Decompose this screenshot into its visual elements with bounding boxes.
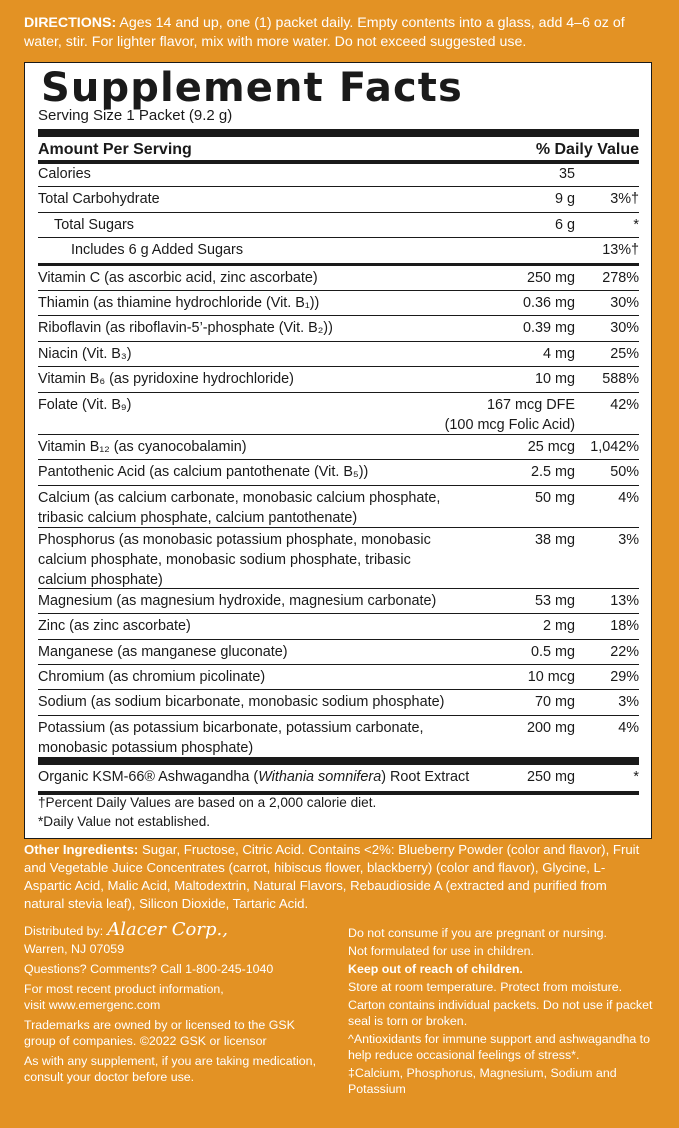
directions bbox=[24, 14, 644, 52]
nutrient-row bbox=[38, 342, 639, 367]
nutrient-daily-value: 4% bbox=[618, 490, 639, 506]
info-line-2: visit www.emergenc.com bbox=[24, 998, 161, 1012]
directions-label: DIRECTIONS: bbox=[24, 15, 117, 31]
info-line-1: For most recent product information, bbox=[24, 982, 224, 996]
nutrient-amount: 35 bbox=[558, 166, 575, 182]
other-ingredients-label: Other Ingredients: bbox=[24, 842, 139, 857]
nutrient-amount: 25 mcg bbox=[527, 439, 575, 455]
nutrient-daily-value: 25% bbox=[610, 346, 639, 362]
nutrient-row bbox=[38, 213, 639, 238]
nutrient-amount: 250 mg bbox=[527, 270, 575, 286]
nutrient-daily-value: 29% bbox=[610, 669, 639, 685]
nutrient-daily-value: * bbox=[633, 217, 639, 233]
nutrient-row bbox=[38, 665, 639, 690]
directions-text: Ages 14 and up, one (1) packet daily. Empty contents into a glass, add 4–6 oz of water, stir. For lighter flavor, mix with more water. Do not exceed suggested use. bbox=[24, 15, 625, 50]
nutrient-row bbox=[38, 316, 639, 342]
nutrient-daily-value: 1,042% bbox=[590, 439, 639, 455]
nutrient-row bbox=[38, 486, 639, 528]
warning-packets: Carton contains individual packets. Do not use if packet seal is torn or broken. bbox=[348, 998, 653, 1028]
trademark-line-2: group of companies. ©2022 GSK or licensor bbox=[24, 1034, 267, 1048]
distributor-block bbox=[24, 919, 324, 1089]
nutrient-name: Thiamin (as thiamine hydrochloride (Vit. B₁)) bbox=[38, 295, 320, 311]
nutrient-amount: 10 mcg bbox=[527, 669, 575, 685]
nutrient-amount: 200 mg bbox=[527, 720, 575, 736]
nutrient-row bbox=[38, 614, 639, 640]
nutrient-daily-value: 278% bbox=[602, 270, 639, 286]
supplement-facts-panel bbox=[24, 62, 652, 839]
nutrient-daily-value: 50% bbox=[610, 464, 639, 480]
nutrient-daily-value: 13% bbox=[610, 593, 639, 609]
nutrient-amount: 4 mg bbox=[543, 346, 575, 362]
note-minerals: ‡Calcium, Phosphorus, Magnesium, Sodium and Potassium bbox=[348, 1066, 617, 1096]
nutrient-name: Manganese (as manganese gluconate) bbox=[38, 644, 288, 660]
nutrient-row bbox=[38, 393, 639, 435]
nutrient-amount: 0.39 mg bbox=[523, 320, 575, 336]
nutrient-rows bbox=[38, 162, 639, 795]
nutrient-row bbox=[38, 367, 639, 393]
nutrient-row bbox=[38, 435, 639, 460]
warning-keep-out: Keep out of reach of children. bbox=[348, 962, 523, 976]
nutrient-amount: 2.5 mg bbox=[531, 464, 575, 480]
facts-title: Supplement Facts bbox=[41, 65, 463, 111]
nutrient-amount: 0.5 mg bbox=[531, 644, 575, 660]
nutrient-daily-value: 18% bbox=[610, 618, 639, 634]
nutrient-name: Pantothenic Acid (as calcium pantothenate (Vit. B₅)) bbox=[38, 464, 369, 480]
nutrient-amount: 0.36 mg bbox=[523, 295, 575, 311]
nutrient-name: Magnesium (as magnesium hydroxide, magnesium carbonate) bbox=[38, 593, 437, 609]
ashwagandha-name bbox=[38, 767, 508, 787]
thick-rule-bottom bbox=[38, 757, 639, 765]
warning-children: Not formulated for use in children. bbox=[348, 944, 534, 958]
distributor-city: Warren, NJ 07059 bbox=[24, 942, 125, 956]
nutrient-row bbox=[38, 187, 639, 213]
nutrient-name: Total Sugars bbox=[54, 217, 134, 233]
nutrient-daily-value: 30% bbox=[610, 295, 639, 311]
nutrient-name: Folate (Vit. B₉) bbox=[38, 397, 132, 413]
nutrient-row bbox=[38, 238, 639, 266]
nutrient-daily-value: 30% bbox=[610, 320, 639, 336]
warning-storage: Store at room temperature. Protect from moisture. bbox=[348, 980, 623, 994]
nutrient-amount: 38 mg bbox=[535, 532, 575, 548]
nutrient-amount: 10 mg bbox=[535, 371, 575, 387]
nutrient-amount: 167 mcg DFE (100 mcg Folic Acid) bbox=[444, 397, 575, 433]
nutrient-name: Phosphorus (as monobasic potassium phosphate, monobasic calcium phosphate, monobasic sodium phosphate, tribasic calcium phosphate) bbox=[38, 532, 431, 588]
facts-footnotes bbox=[38, 793, 638, 831]
nutrient-daily-value: 3% bbox=[618, 694, 639, 710]
nutrient-row bbox=[38, 162, 639, 187]
ashwagandha-latin: Withania somnifera bbox=[258, 769, 382, 785]
header-amount: Amount Per Serving bbox=[38, 141, 192, 158]
trademark-line-1: Trademarks are owned by or licensed to the GSK bbox=[24, 1018, 295, 1032]
thick-rule bbox=[38, 129, 639, 137]
nutrient-daily-value: 22% bbox=[610, 644, 639, 660]
nutrient-amount: 2 mg bbox=[543, 618, 575, 634]
nutrient-name: Vitamin B₁₂ (as cyanocobalamin) bbox=[38, 439, 247, 455]
nutrient-daily-value: 42% bbox=[610, 397, 639, 413]
nutrient-name: Niacin (Vit. B₃) bbox=[38, 346, 132, 362]
nutrient-row bbox=[38, 690, 639, 716]
nutrient-row bbox=[38, 266, 639, 291]
caution-line-1: As with any supplement, if you are taking medication, bbox=[24, 1054, 317, 1068]
ashwagandha-suffix: ) Root Extract bbox=[381, 769, 470, 785]
nutrient-daily-value: 588% bbox=[602, 371, 639, 387]
ashwagandha-daily-value: * bbox=[633, 769, 639, 785]
serving-size: Serving Size 1 Packet (9.2 g) bbox=[38, 107, 233, 124]
nutrient-row bbox=[38, 528, 639, 589]
ashwagandha-amount: 250 mg bbox=[527, 769, 575, 785]
nutrient-name: Includes 6 g Added Sugars bbox=[71, 242, 244, 258]
footnote-dv: †Percent Daily Values are based on a 2,000 calorie diet. bbox=[38, 795, 377, 810]
nutrient-amount: 70 mg bbox=[535, 694, 575, 710]
footnote-not-established: *Daily Value not established. bbox=[38, 814, 211, 829]
nutrient-name: Chromium (as chromium picolinate) bbox=[38, 669, 266, 685]
nutrient-row bbox=[38, 460, 639, 486]
nutrient-name: Zinc (as zinc ascorbate) bbox=[38, 618, 191, 634]
header-daily-value: % Daily Value bbox=[535, 141, 639, 158]
nutrient-amount: 9 g bbox=[554, 191, 575, 207]
nutrient-row bbox=[38, 291, 639, 316]
nutrient-daily-value: 3%† bbox=[610, 191, 639, 207]
questions-line: Questions? Comments? Call 1-800-245-1040 bbox=[24, 962, 274, 976]
nutrient-name: Vitamin B₆ (as pyridoxine hydrochloride) bbox=[38, 371, 294, 387]
ashwagandha-prefix: Organic KSM-66® Ashwagandha ( bbox=[38, 769, 259, 785]
nutrient-daily-value: 3% bbox=[618, 532, 639, 548]
nutrient-amount: 6 g bbox=[554, 217, 575, 233]
warning-pregnant: Do not consume if you are pregnant or nursing. bbox=[348, 926, 607, 940]
other-ingredients-text: Sugar, Fructose, Citric Acid. Contains <2%: Blueberry Powder (color and flavor), Fruit and Vegetable Juice Concentrates (carrot, hibiscus flower, blackberry) (color and flavor), Glycine, L-Aspartic Acid, Malic Acid, Maltodextrin, Natural Flavors, Rebaudioside A (extracted and purified from natural stevia leaf), Silicon Dioxide, Tartaric Acid. bbox=[24, 842, 640, 911]
nutrient-name: Vitamin C (as ascorbic acid, zinc ascorbate) bbox=[38, 270, 318, 286]
ashwagandha-row bbox=[38, 765, 639, 795]
caution-line-2: consult your doctor before use. bbox=[24, 1070, 195, 1084]
nutrient-name: Calcium (as calcium carbonate, monobasic calcium phosphate, tribasic calcium phosphate, calcium pantothenate) bbox=[38, 490, 441, 526]
nutrient-name: Total Carbohydrate bbox=[38, 191, 160, 207]
nutrient-row bbox=[38, 640, 639, 665]
note-antioxidants: ^Antioxidants for immune support and ashwagandha to help reduce occasional feelings of stress*. bbox=[348, 1032, 650, 1062]
other-ingredients bbox=[24, 841, 649, 913]
nutrient-name: Potassium (as potassium bicarbonate, potassium carbonate, monobasic potassium phosphate) bbox=[38, 720, 424, 756]
nutrient-daily-value: 4% bbox=[618, 720, 639, 736]
distributed-by-label: Distributed by: bbox=[24, 924, 104, 938]
nutrient-amount: 50 mg bbox=[535, 490, 575, 506]
company-signature: Alacer Corp., bbox=[107, 919, 228, 940]
nutrient-amount: 53 mg bbox=[535, 593, 575, 609]
nutrient-daily-value: 13%† bbox=[602, 242, 639, 258]
nutrient-name: Riboflavin (as riboflavin-5’-phosphate (Vit. B₂)) bbox=[38, 320, 333, 336]
nutrient-row bbox=[38, 716, 639, 757]
facts-header-row bbox=[38, 139, 639, 161]
nutrient-row bbox=[38, 589, 639, 614]
warnings-block bbox=[348, 925, 658, 1099]
nutrient-name: Calories bbox=[38, 166, 91, 182]
nutrient-name: Sodium (as sodium bicarbonate, monobasic sodium phosphate) bbox=[38, 694, 445, 710]
